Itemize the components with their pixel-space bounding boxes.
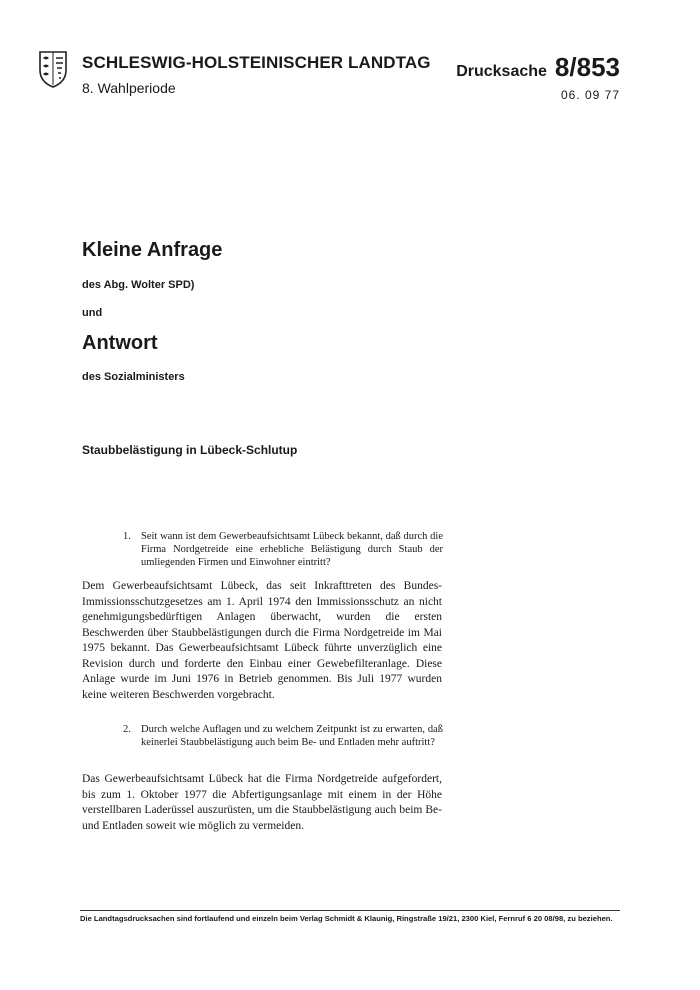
question-2 [123, 723, 443, 749]
question-number: 1. [123, 531, 131, 542]
coat-of-arms-icon [38, 48, 68, 88]
answer-2: Das Gewerbeaufsichtsamt Lübeck hat die Firma Nordgetreide aufgefordert, bis zum 1. Oktober 1977 die Abfertigungsanlage mit einem in der Höhe verstellbaren Laderüssel auszurüsten, um die Staubbelästigung auch beim Be- und Entladen soweit wie möglich zu vermeiden. [82, 773, 442, 832]
question-text: Seit wann ist dem Gewerbeaufsichtsamt Lübeck bekannt, daß durch die Firma Nordgetreide eine erhebliche Belästigung durch Staub der umliegenden Firmen und Einwohner eintritt? [141, 531, 443, 568]
answer-heading: Antwort [82, 332, 158, 354]
conjunction: und [82, 307, 103, 319]
question-number: 2. [123, 724, 131, 735]
document-number-block [456, 52, 620, 83]
document-label: Drucksache [456, 63, 547, 80]
answer-1: Dem Gewerbeaufsichtsamt Lübeck, das seit Inkrafttreten des Bundes-Immissionsschutzgesetzes am 1. April 1974 den Immissionsschutz an nicht genehmigungsbedürftigen Anlagen überwacht, wurden die ersten Beschwerden über Staubbelästigungen durch die Firma Nordgetreide im Mai 1975 bekannt. Das Gewerbeaufsichtsamt Lübeck führte unverzüglich eine Revision durch und forderte den Einbau einer Gewebefilteranlage. Diese Anlage wurde im Juni 1976 in Betrieb genommen. Bis Juli 1977 wurden keine weiteren Beschwerden vorgebracht. [82, 580, 442, 701]
organization-title: SCHLESWIG-HOLSTEINISCHER LANDTAG [82, 53, 431, 72]
question-author: des Abg. Wolter SPD) [82, 279, 195, 291]
document-number: 8/853 [554, 52, 620, 82]
subject-line: Staubbelästigung in Lübeck-Schlutup [82, 443, 298, 457]
answer-author: des Sozialministers [82, 371, 185, 383]
question-1 [123, 530, 443, 569]
document-date: 06. 09 77 [560, 88, 620, 102]
legislative-period: 8. Wahlperiode [82, 80, 176, 96]
footer-divider [80, 910, 620, 911]
question-text: Durch welche Auflagen und zu welchem Zeitpunkt ist zu erwarten, daß keinerlei Staubbelästigung auch beim Be- und Entladen mehr auftritt? [141, 724, 443, 748]
question-heading: Kleine Anfrage [82, 239, 223, 261]
footer-note: Die Landtagsdrucksachen sind fortlaufend und einzeln beim Verlag Schmidt & Klaunig, Ringstraße 19/21, 2300 Kiel, Fernruf 6 20 08/98, zu beziehen. [80, 914, 613, 923]
